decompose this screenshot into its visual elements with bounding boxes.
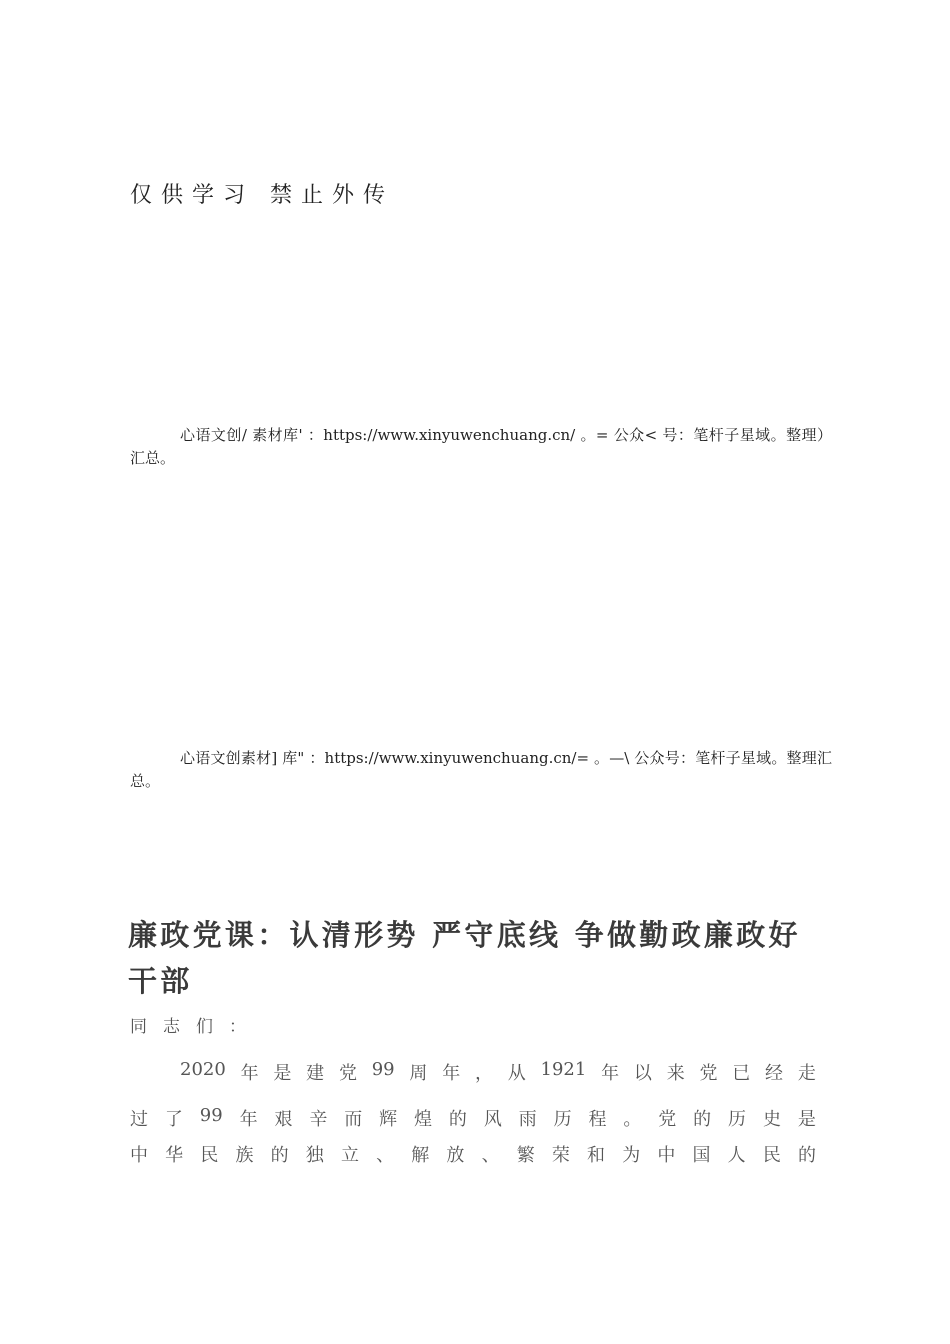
body-token: 是 xyxy=(273,1063,292,1084)
body-token: 。 xyxy=(623,1109,642,1130)
body-token: 的 xyxy=(448,1109,467,1130)
body-token: 、 xyxy=(481,1145,500,1166)
body-token: 史 xyxy=(762,1109,781,1130)
body-token: 独 xyxy=(305,1145,324,1166)
body-token: 为 xyxy=(622,1145,641,1166)
body-line-3 xyxy=(130,1141,816,1167)
body-token: 、 xyxy=(376,1145,395,1166)
body-token: 历 xyxy=(553,1109,572,1130)
body-token: 周 xyxy=(409,1063,428,1084)
body-token: 年 xyxy=(239,1109,258,1130)
body-token: 繁 xyxy=(516,1145,535,1166)
body-token: 99 xyxy=(371,1059,395,1080)
body-token: 1921 xyxy=(540,1059,587,1080)
body-token: 程 xyxy=(588,1109,607,1130)
body-token: 解 xyxy=(411,1145,430,1166)
body-token: 来 xyxy=(666,1063,685,1084)
body-token: 历 xyxy=(728,1109,747,1130)
document-title: 廉政党课：认清形势 严守底线 争做勤政廉政好干部 xyxy=(128,918,801,998)
body-token: 立 xyxy=(340,1145,359,1166)
body-token: 放 xyxy=(446,1145,465,1166)
body-token: 艰 xyxy=(274,1109,293,1130)
body-token: 的 xyxy=(270,1145,289,1166)
body-token: 风 xyxy=(483,1109,502,1130)
body-token: 过 xyxy=(130,1109,148,1130)
source-note-2: 心语文创素材] 库" ：https://www.xinyuwenchuang.cn/= 。—\ 公众号：笔杆子星域。整理汇总。 xyxy=(130,749,832,790)
body-token: 国 xyxy=(692,1145,711,1166)
body-token: 民 xyxy=(762,1145,781,1166)
body-line-2 xyxy=(130,1105,816,1131)
body-token: 华 xyxy=(165,1145,184,1166)
body-token: 党 xyxy=(699,1063,718,1084)
body-token: 民 xyxy=(200,1145,219,1166)
body-token: 已 xyxy=(732,1063,751,1084)
body-token: 雨 xyxy=(518,1109,537,1130)
body-token: 以 xyxy=(633,1063,652,1084)
body-token: 从 xyxy=(507,1063,526,1084)
body-line-1 xyxy=(180,1059,816,1085)
body-token: 辉 xyxy=(379,1109,398,1130)
body-token: 了 xyxy=(164,1109,183,1130)
body-token: 党 xyxy=(338,1063,357,1084)
body-token: 的 xyxy=(797,1145,816,1166)
body-token: 荣 xyxy=(551,1145,570,1166)
body-token: 党 xyxy=(658,1109,677,1130)
body-token: 年 xyxy=(240,1063,259,1084)
body-token: 煌 xyxy=(414,1109,433,1130)
body-token: 走 xyxy=(797,1063,816,1084)
body-token: 是 xyxy=(797,1109,816,1130)
source-note-1: 心语文创/ 素材库' ：https://www.xinyuwenchuang.cn/ 。= 公众< 号：笔杆子星域。整理）汇总。 xyxy=(130,426,832,467)
body-token: 年 xyxy=(601,1063,620,1084)
body-token: 建 xyxy=(306,1063,325,1084)
body-token: 而 xyxy=(344,1109,363,1130)
body-token: 族 xyxy=(235,1145,254,1166)
body-token: 中 xyxy=(657,1145,676,1166)
body-token: 经 xyxy=(765,1063,784,1084)
watermark-notice: 仅供学习 禁止外传 xyxy=(130,183,394,208)
body-token: 年 xyxy=(442,1063,461,1084)
body-token: ， xyxy=(474,1063,493,1084)
body-token: 中 xyxy=(130,1145,148,1166)
body-token: 99 xyxy=(199,1105,223,1126)
body-token: 2020 xyxy=(180,1059,226,1080)
body-token: 人 xyxy=(727,1145,746,1166)
body-token: 和 xyxy=(587,1145,606,1166)
body-token: 辛 xyxy=(309,1109,328,1130)
salutation: 同志们： xyxy=(130,1017,262,1037)
body-token: 的 xyxy=(693,1109,712,1130)
